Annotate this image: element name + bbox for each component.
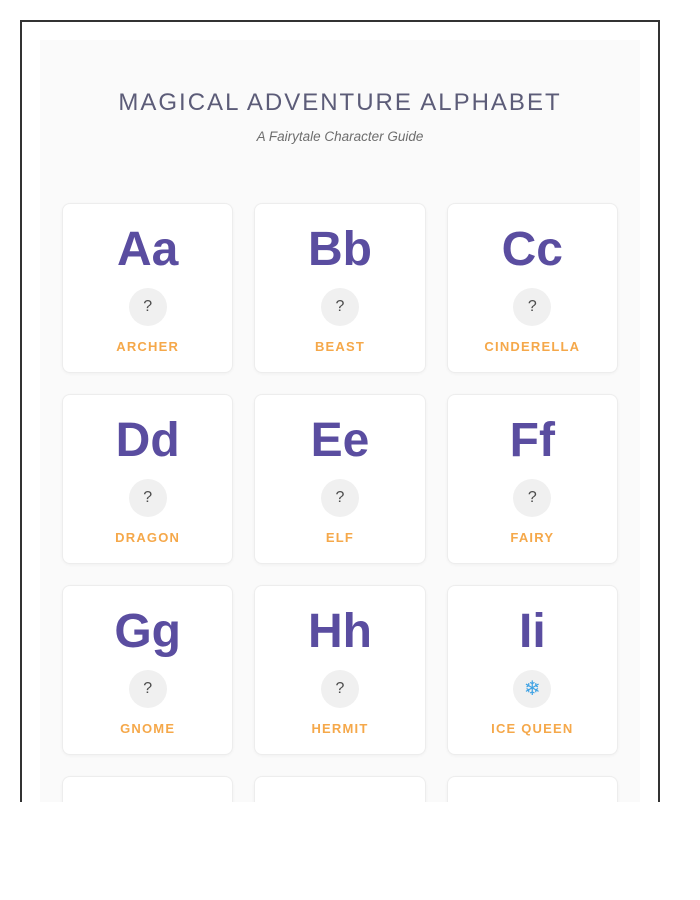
card-icon-circle	[513, 479, 551, 517]
character-card[interactable]	[62, 203, 233, 373]
card-name: DRAGON	[115, 530, 181, 545]
card-icon-circle	[129, 670, 167, 708]
card-icon-circle	[321, 670, 359, 708]
card-name: GNOME	[120, 721, 176, 736]
question-icon: ?	[335, 489, 345, 506]
card-letters: Ee	[310, 414, 370, 467]
character-card[interactable]	[254, 394, 425, 564]
question-icon: ?	[527, 298, 537, 315]
partial-card	[254, 776, 425, 802]
question-icon: ?	[527, 489, 537, 506]
character-card[interactable]	[62, 585, 233, 755]
card-icon-circle	[321, 288, 359, 326]
character-card[interactable]	[254, 203, 425, 373]
card-icon-circle	[321, 479, 359, 517]
card-name: BEAST	[314, 339, 366, 354]
card-letters: Cc	[501, 223, 563, 276]
question-icon: ?	[335, 298, 345, 315]
partial-card	[62, 776, 233, 802]
card-name: FAIRY	[510, 530, 555, 545]
question-icon: ?	[143, 489, 153, 506]
card-name: ARCHER	[116, 339, 180, 354]
card-letters: Ii	[518, 605, 546, 658]
card-name: ICE QUEEN	[491, 721, 574, 736]
question-icon: ?	[143, 680, 153, 697]
card-icon-circle	[513, 288, 551, 326]
card-name: CINDERELLA	[484, 339, 581, 354]
card-letters: Ff	[509, 414, 555, 467]
card-letters: Hh	[308, 605, 372, 658]
page-subtitle: A Fairytale Character Guide	[256, 129, 424, 144]
page-title: MAGICAL ADVENTURE ALPHABET	[118, 89, 562, 116]
card-icon-circle	[129, 288, 167, 326]
card-icon-circle	[513, 670, 551, 708]
character-card[interactable]	[254, 585, 425, 755]
content-panel	[40, 40, 640, 802]
character-card[interactable]	[62, 394, 233, 564]
partial-card	[447, 776, 618, 802]
card-letters: Dd	[115, 414, 180, 467]
card-letters: Bb	[308, 223, 372, 276]
document-frame	[20, 20, 660, 802]
question-icon: ?	[143, 298, 153, 315]
character-card[interactable]	[447, 394, 618, 564]
snowflake-icon: ❄	[523, 678, 541, 700]
card-grid	[62, 203, 618, 802]
question-icon: ?	[335, 680, 345, 697]
card-letters: Gg	[114, 605, 181, 658]
card-icon-circle	[129, 479, 167, 517]
character-card[interactable]	[447, 203, 618, 373]
card-name: ELF	[325, 530, 355, 545]
card-name: HERMIT	[311, 721, 369, 736]
character-card[interactable]	[447, 585, 618, 755]
card-letters: Aa	[116, 223, 179, 276]
